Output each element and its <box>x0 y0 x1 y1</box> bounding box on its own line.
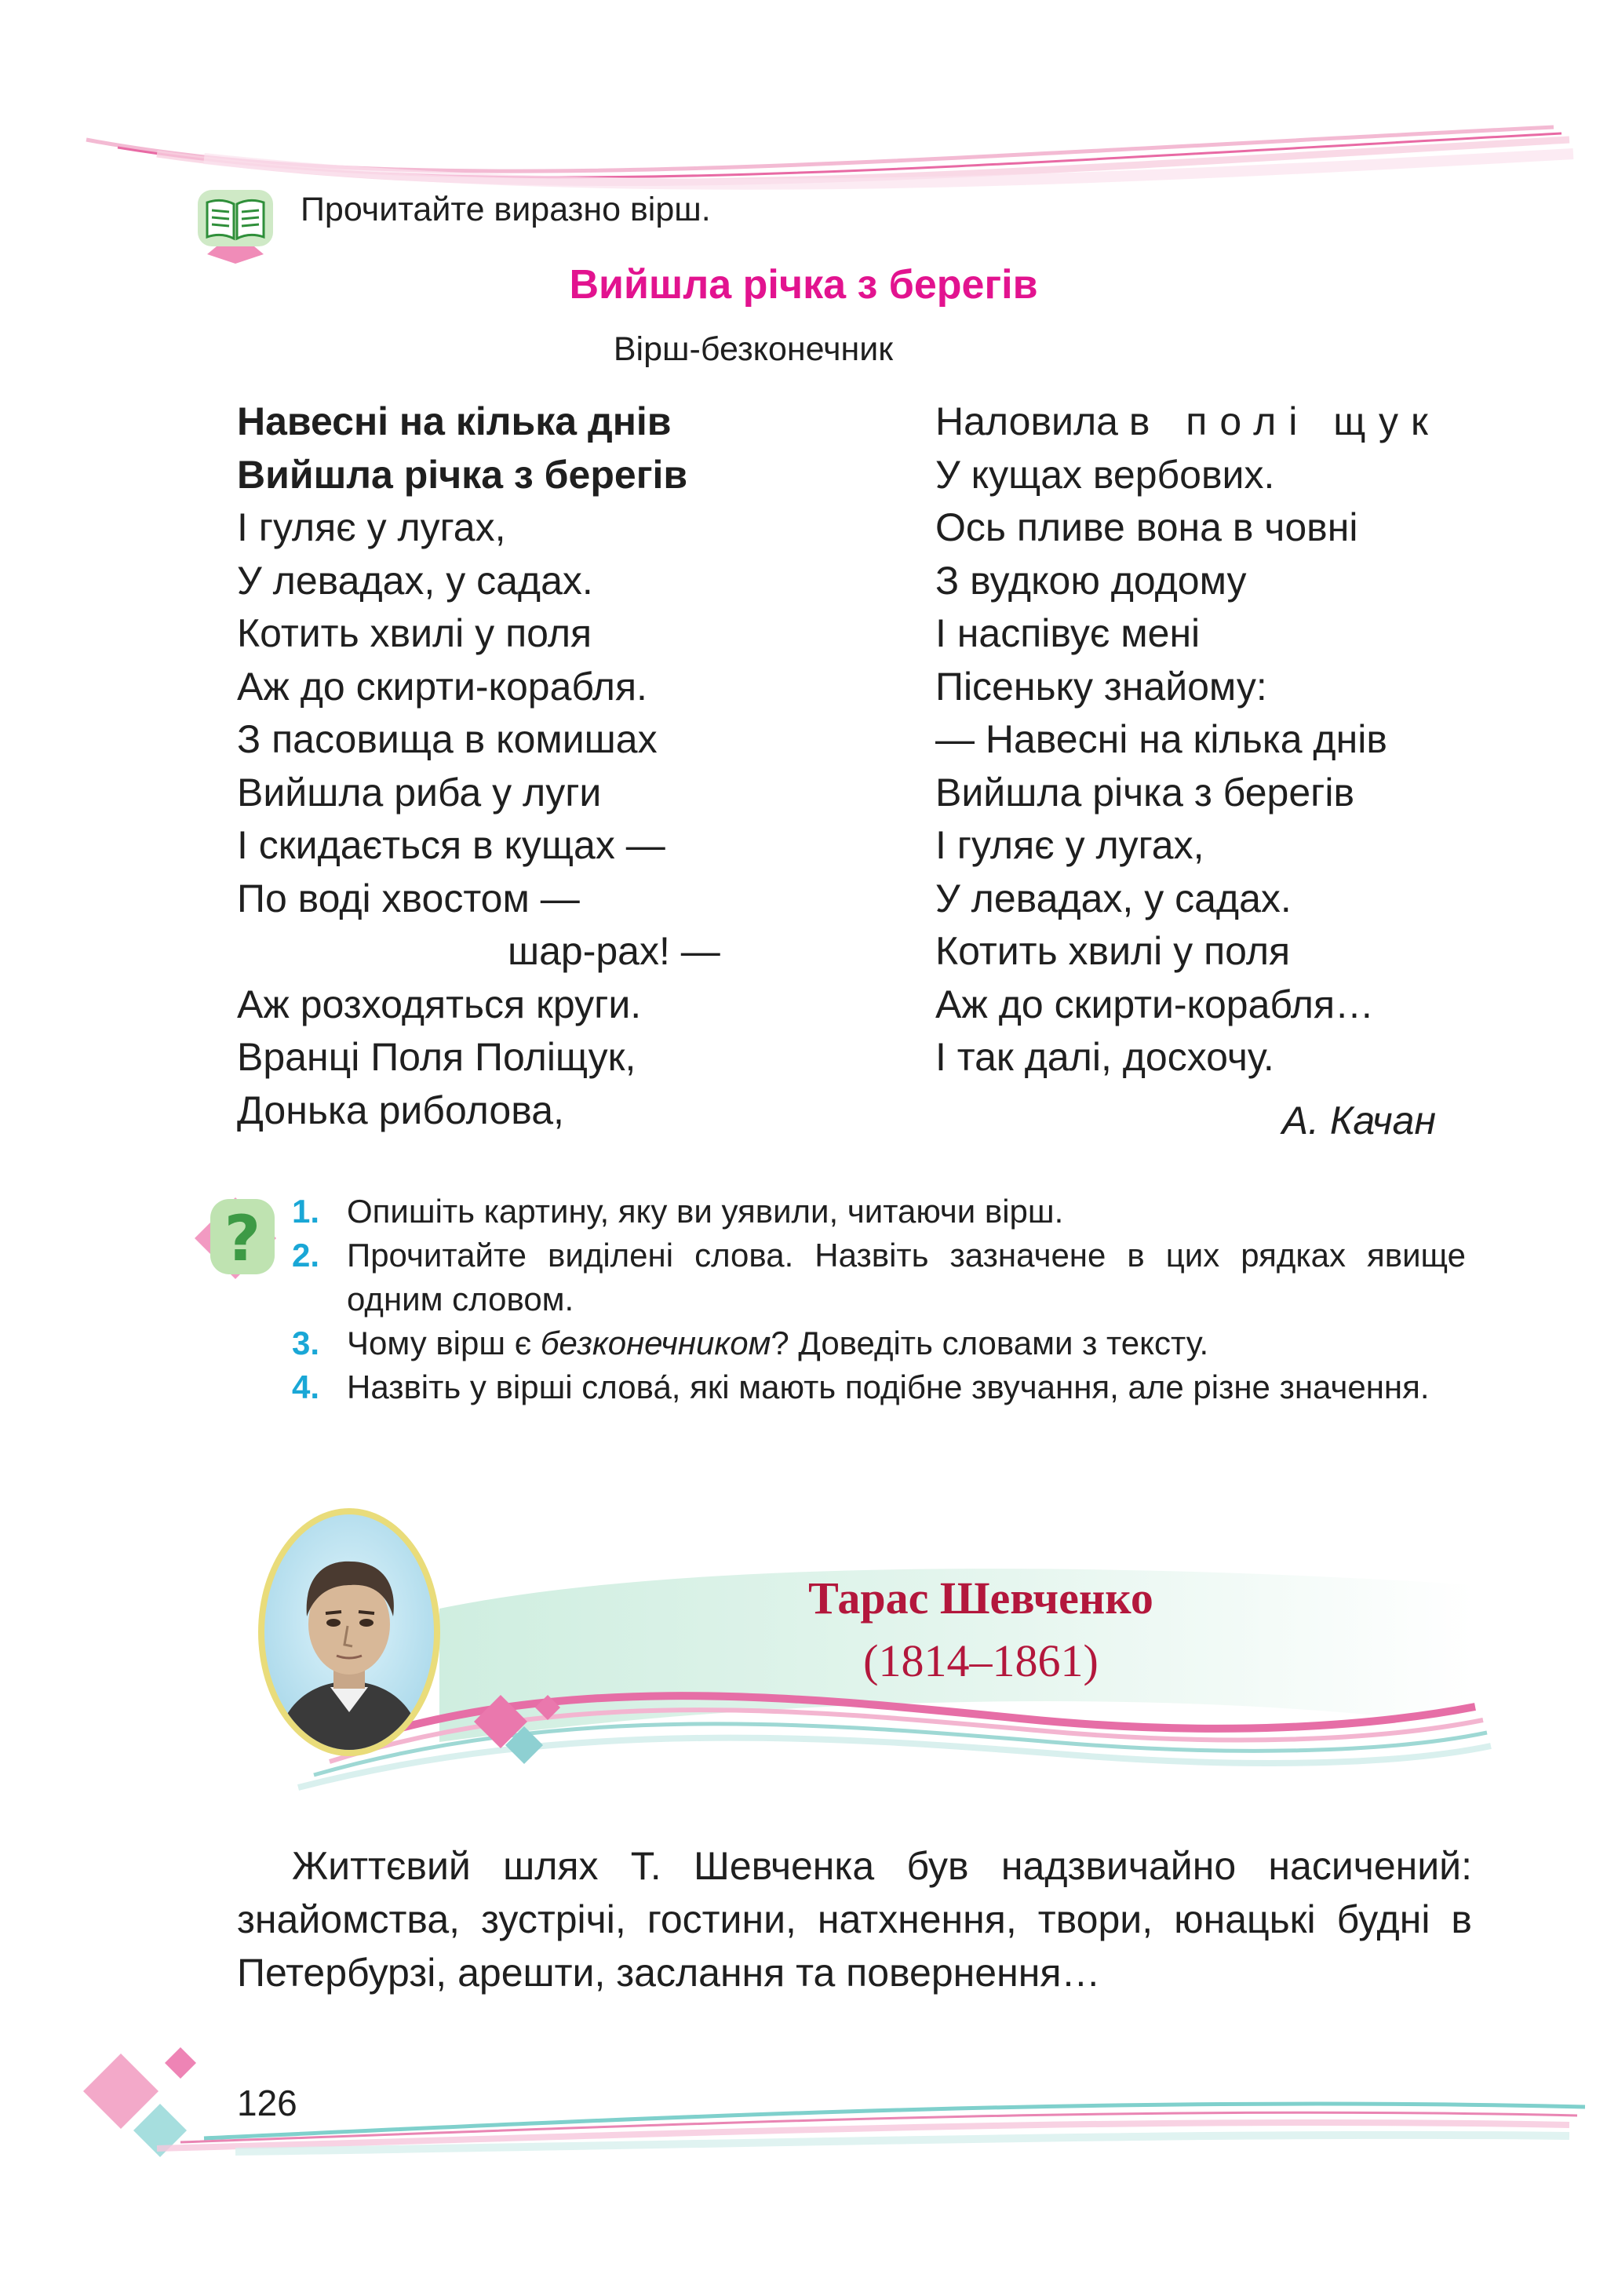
poem-line: шар-рах! — <box>508 929 720 973</box>
poem-line: Вийшла риба у луги <box>237 770 602 815</box>
biography-name: Тарас Шевченко <box>808 1573 1153 1624</box>
poem-line: І скидається в кущах — <box>237 823 665 867</box>
open-book-icon <box>193 182 278 267</box>
diamond-decoration <box>461 1687 579 1773</box>
poem-line: З вудкою додому <box>935 558 1247 603</box>
instruction-text: Прочитайте виразно вірш. <box>301 191 711 228</box>
questions-list <box>292 1190 1466 1409</box>
poem-line: У левадах, у садах. <box>935 876 1292 920</box>
poem-line: По воді хвостом — <box>237 876 580 920</box>
question-text: Опишіть картину, яку ви уявили, читаючи вірш. <box>347 1193 1064 1230</box>
poem-line: У кущах вербових. <box>935 452 1275 497</box>
portrait-illustration <box>255 1507 443 1766</box>
bottom-ribbon-decoration <box>0 2064 1607 2158</box>
poem-line: І гуляє у лугах, <box>935 823 1204 867</box>
question-item <box>292 1190 1466 1234</box>
poem-line-start: Наловила <box>935 399 1129 443</box>
poem-line: Котить хвилі у поля <box>935 929 1291 973</box>
poem-line: І так далі, досхочу. <box>935 1035 1274 1079</box>
question-text-end: ? Доведіть словами з тексту. <box>771 1325 1209 1361</box>
poem-line: І наспівує мені <box>935 611 1201 655</box>
svg-text:?: ? <box>224 1202 261 1275</box>
poem-right-column <box>935 395 1485 1084</box>
question-mark-icon <box>188 1191 289 1292</box>
poem-line: З пасовища в комишах <box>237 717 658 761</box>
question-emphasis: безконечником <box>540 1325 771 1361</box>
poem-author: А. Качан <box>1281 1099 1436 1143</box>
poem-line: Аж до скирти-корабля. <box>237 664 647 709</box>
question-item <box>292 1321 1466 1365</box>
poem-left-column <box>237 395 786 1137</box>
question-number: 3. <box>292 1325 320 1361</box>
poem-line: Аж розходяться круги. <box>237 982 642 1026</box>
biography-paragraph: Життєвий шлях Т. Шевченка був надзвичайно насичений: знайомства, зустрічі, гостини, натхнення, твори, юнацькі будні в Петербурзі, арешти, заслання та повернення… <box>237 1844 1472 1995</box>
page-number: 126 <box>237 2083 297 2123</box>
poem-line: Навесні на кілька днів <box>237 399 672 443</box>
question-number: 2. <box>292 1237 320 1274</box>
poem-line <box>935 395 1485 449</box>
question-item <box>292 1365 1466 1409</box>
question-item <box>292 1234 1466 1321</box>
poem-line: Вийшла річка з берегів <box>935 770 1355 815</box>
poem-line-spaced: в полі щук <box>1128 399 1441 443</box>
question-text: Чому вірш є <box>347 1325 541 1361</box>
poem-line: Донька риболова, <box>237 1088 564 1132</box>
poem-line: Пісеньку знайому: <box>935 664 1267 709</box>
question-number: 4. <box>292 1368 320 1405</box>
poem-line: І гуляє у лугах, <box>237 505 506 549</box>
poem-line: Аж до скирти-корабля… <box>935 982 1375 1026</box>
poem-line: Ось пливе вона в човні <box>935 505 1358 549</box>
poem-line: Котить хвилі у поля <box>237 611 592 655</box>
poem-line: — Навесні на кілька днів <box>935 717 1387 761</box>
poem-line: Вранці Поля Поліщук, <box>237 1035 636 1079</box>
poem-line: У левадах, у садах. <box>237 558 593 603</box>
poem-subtitle: Вірш-безконечник <box>613 330 894 368</box>
poem-title: Вийшла річка з берегів <box>569 262 1038 308</box>
question-text: Назвіть у вірші слова́, які мають подібне звучання, але різне значення. <box>347 1368 1430 1405</box>
poem-line: Вийшла річка з берегів <box>237 452 688 497</box>
question-text: Прочитайте виділені слова. Назвіть зазначене в цих рядках явище одним словом. <box>347 1237 1466 1317</box>
biography-years: (1814–1861) <box>863 1635 1099 1686</box>
question-number: 1. <box>292 1193 320 1230</box>
